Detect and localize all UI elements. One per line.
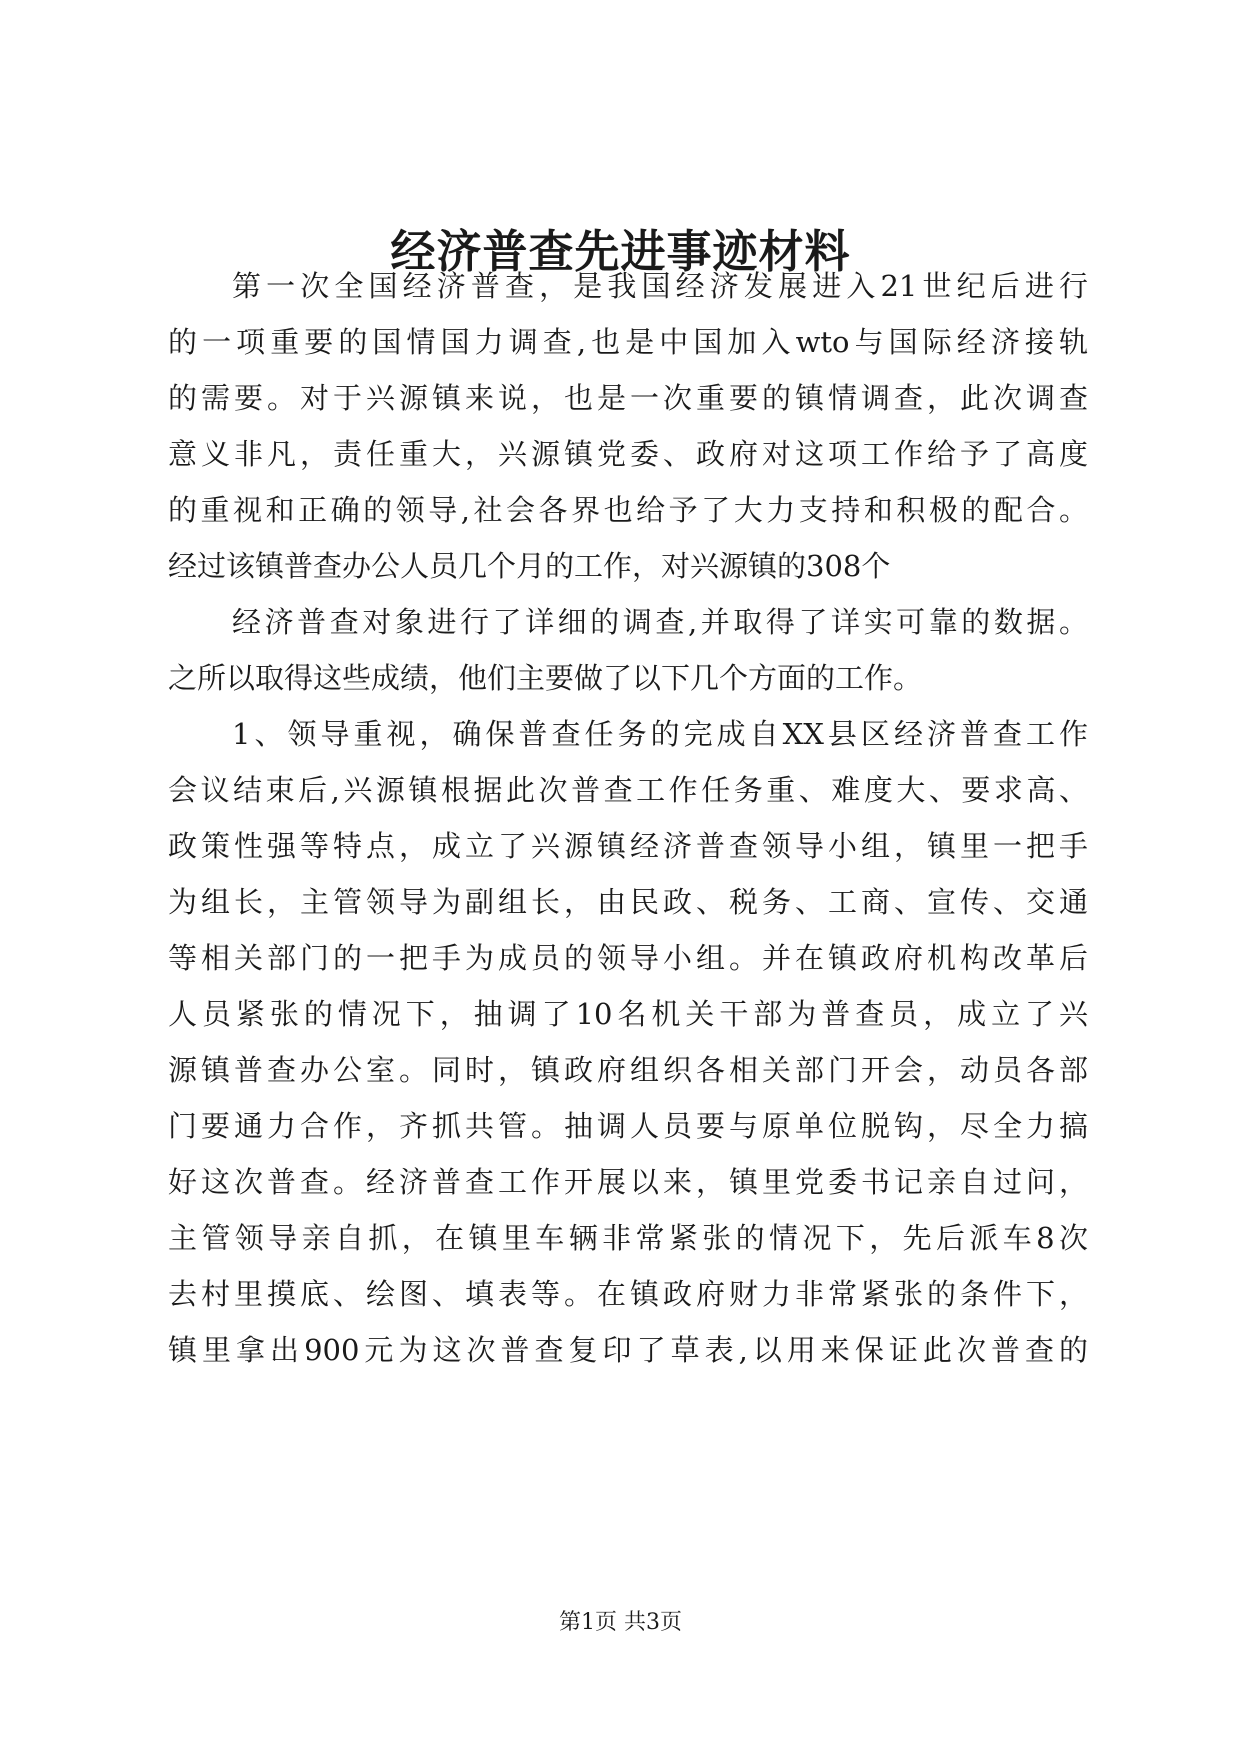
body-line: 意义非凡，责任重大，兴源镇党委、政府对这项工作给予了高度 — [168, 437, 1088, 471]
body-line: 的一项重要的国情国力调查,也是中国加入wto与国际经济接轨 — [168, 325, 1088, 359]
body-line: 会议结束后,兴源镇根据此次普查工作任务重、难度大、要求高、 — [168, 773, 1088, 807]
body-line: 门要通力合作，齐抓共管。抽调人员要与原单位脱钩，尽全力搞 — [168, 1109, 1088, 1143]
body-line: 人员紧张的情况下，抽调了10名机关干部为普查员，成立了兴 — [168, 997, 1088, 1031]
body-line: 为组长，主管领导为副组长，由民政、税务、工商、宣传、交通 — [168, 885, 1088, 919]
body-line: 的重视和正确的领导,社会各界也给予了大力支持和积极的配合。 — [168, 493, 1088, 527]
body-line: 的需要。对于兴源镇来说，也是一次重要的镇情调查，此次调查 — [168, 381, 1088, 415]
body-line: 好这次普查。经济普查工作开展以来，镇里党委书记亲自过问， — [168, 1165, 1088, 1199]
body-line: 政策性强等特点，成立了兴源镇经济普查领导小组，镇里一把手 — [168, 829, 1088, 863]
page-number: 第1页 共3页 — [559, 1610, 682, 1635]
body-line: 之所以取得这些成绩，他们主要做了以下几个方面的工作。 — [168, 661, 923, 695]
body-line: 镇里拿出900元为这次普查复印了草表,以用来保证此次普查的 — [168, 1333, 1088, 1367]
body-line: 去村里摸底、绘图、填表等。在镇政府财力非常紧张的条件下， — [168, 1277, 1088, 1311]
body-line: 1、领导重视，确保普查任务的完成自XX县区经济普查工作 — [232, 717, 1088, 751]
body-line: 经济普查对象进行了详细的调查,并取得了详实可靠的数据。 — [232, 605, 1088, 639]
body-line: 经过该镇普查办公人员几个月的工作，对兴源镇的308个 — [168, 549, 891, 583]
document-title: 经济普查先进事迹材料 — [390, 225, 851, 278]
body-line: 等相关部门的一把手为成员的领导小组。并在镇政府机构改革后 — [168, 941, 1088, 975]
body-line: 源镇普查办公室。同时，镇政府组织各相关部门开会，动员各部 — [168, 1053, 1088, 1087]
body-line: 第一次全国经济普查，是我国经济发展进入21世纪后进行 — [232, 269, 1088, 303]
body-line: 主管领导亲自抓，在镇里车辆非常紧张的情况下，先后派车8次 — [168, 1221, 1088, 1255]
